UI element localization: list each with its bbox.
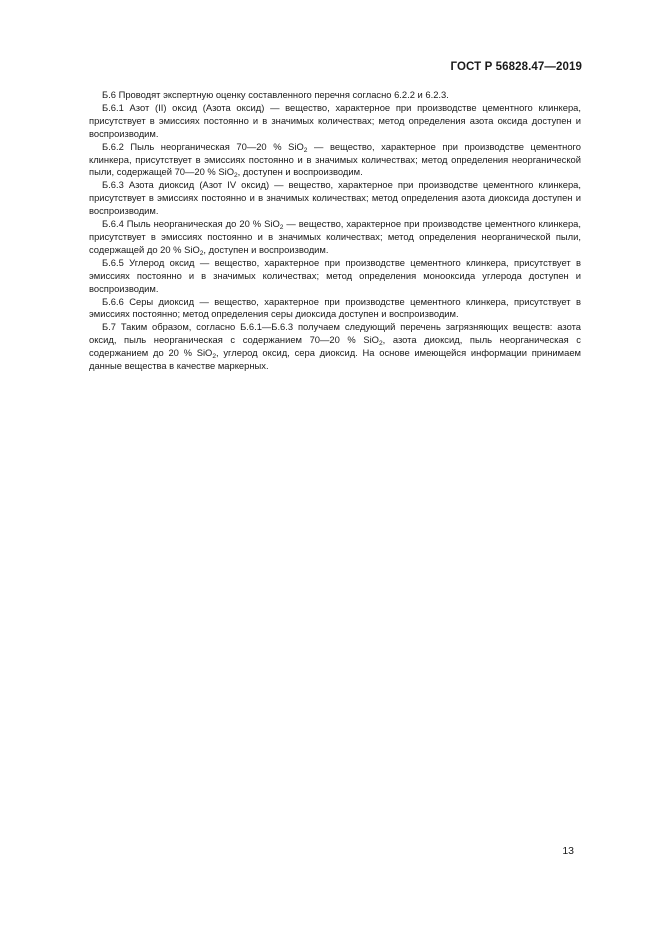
subscript: 2 (199, 249, 204, 257)
paragraph-b6-5 (89, 257, 581, 296)
document-body (89, 89, 581, 373)
paragraph-b6-1 (89, 102, 581, 141)
subscript: 2 (303, 146, 308, 154)
text-run: , доступен и воспроизводим. (203, 243, 329, 255)
text-run: Б.6.5 Углерод оксид — вещество, характерное при производстве цементного клинкера, присутствует в эмиссиях постоянно и в значимых количествах; метод определения монооксида углерода доступен и воспроизводим. (89, 256, 581, 294)
paragraph-b6-6 (89, 296, 581, 322)
text-run: Б.6.4 Пыль неорганическая до 20 % SiO (102, 218, 280, 230)
text-run: Б.6.2 Пыль неорганическая 70—20 % SiO (102, 140, 304, 152)
paragraph-b6-3 (89, 179, 581, 218)
subscript: 2 (279, 224, 284, 232)
text-run: , доступен и воспроизводим. (237, 166, 363, 178)
text-run: Б.6.6 Серы диоксид — вещество, характерное при производстве цементного клинкера, присутствует в эмиссиях постоянно; метод определения серы диоксида доступен и воспроизводим. (89, 295, 581, 320)
paragraph-b6-4 (89, 218, 581, 257)
text-run: Б.6.1 Азот (II) оксид (Азота оксид) — вещество, характерное при производстве цементного клинкера, присутствует в эмиссиях постоянно и в значимых количествах; метод определения азота оксида доступен и воспроизводим. (89, 101, 581, 139)
paragraph-b6-2 (89, 141, 581, 180)
text-run: — вещество, характерное при производстве цементного клинкера, присутствует в эмиссиях постоянно и в значимых количествах; метод определения неорганической пыли, содержащей 70—20 % SiO (89, 140, 581, 178)
document-id: ГОСТ Р 56828.47—2019 (450, 61, 582, 73)
subscript: 2 (378, 340, 383, 348)
paragraph-b7 (89, 321, 581, 373)
text-run: — вещество, характерное при производстве цементного клинкера, присутствует в эмиссиях постоянно и в значимых количествах; метод определения неорганической пыли, содержащей до 20 % SiO (89, 218, 581, 255)
text-run: Б.6 Проводят экспертную оценку составленного перечня согласно 6.2.2 и 6.2.3. (102, 89, 449, 100)
paragraph-b6 (89, 89, 581, 102)
subscript: 2 (233, 172, 238, 180)
subscript: 2 (212, 353, 217, 361)
text-run: , углерод оксид, сера диоксид. На основе имеющейся информации принимаем данные вещества в качестве маркерных. (89, 347, 581, 372)
page-number: 13 (562, 845, 574, 857)
text-run: , азота диоксид, пыль неорганическая с содержанием до 20 % SiO (89, 334, 581, 359)
text-run: Б.7 Таким образом, согласно Б.6.1—Б.6.3 получаем следующий перечень загрязняющих веществ: азота оксид, пыль неорганическая с содержанием 70—20 % SiO (89, 321, 581, 346)
text-run: Б.6.3 Азота диоксид (Азот IV оксид) — вещество, характерное при производстве цементного клинкера, присутствует в эмиссиях постоянно и в значимых количествах; метод определения азота диоксида доступен и воспроизводим. (89, 179, 581, 217)
